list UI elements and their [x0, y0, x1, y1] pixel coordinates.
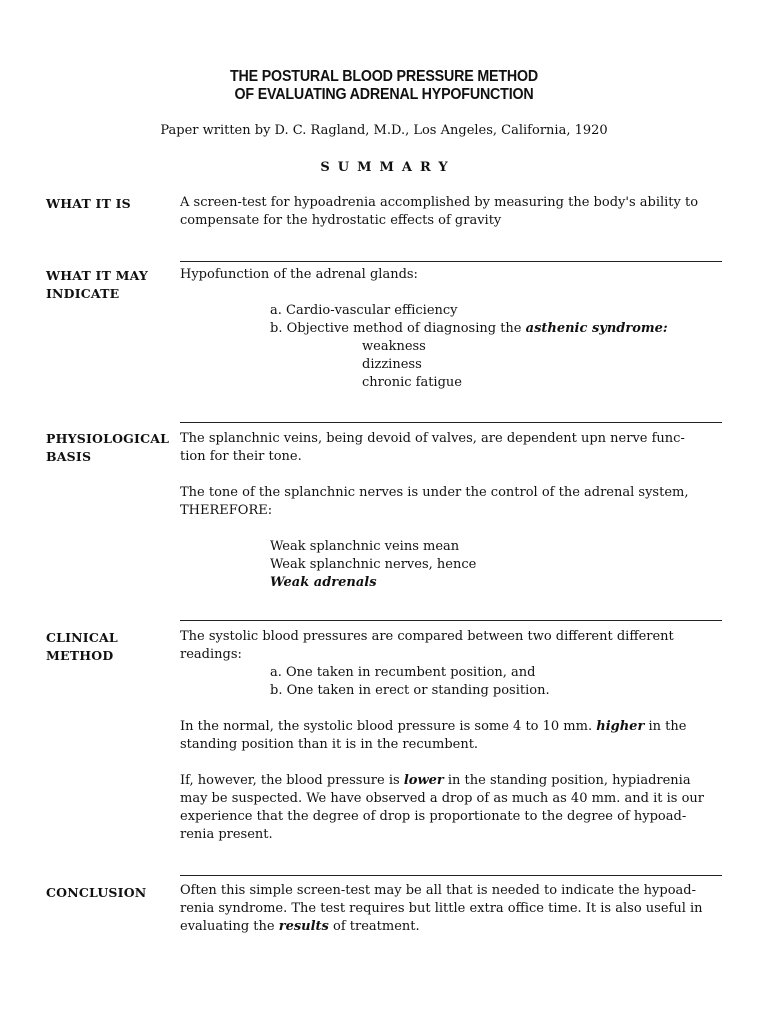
conclusion-line-1: Often this simple screen-test may be all that is needed to indicate the hypoad-: [180, 883, 696, 898]
clinical-method-text: [180, 628, 725, 844]
what-it-is-line-2: compensate for the hydrostatic effects of gravity: [180, 213, 502, 228]
physio-p1-line-2: tion for their tone.: [180, 449, 302, 464]
indicate-item-a: a. Cardio-vascular efficiency: [270, 303, 458, 318]
what-it-is-text: [180, 194, 725, 230]
section-divider: [180, 261, 722, 262]
clinical-p1-line-2: readings:: [180, 647, 242, 662]
label-line: WHAT IT MAY: [46, 268, 149, 283]
what-it-may-indicate-label: [46, 267, 181, 303]
physiological-basis-text: [180, 430, 725, 592]
summary-heading: SUMMARY: [320, 160, 456, 175]
clinical-item-b: b. One taken in erect or standing position.: [270, 683, 550, 698]
clinical-p2-line-2: standing position than it is in the recumbent.: [180, 737, 479, 752]
asthenic-syndrome-emphasis: asthenic syndrome:: [525, 321, 668, 336]
clinical-item-a: a. One taken in recumbent position, and: [270, 665, 536, 680]
clinical-method-label: [46, 629, 181, 665]
clinical-p3-line-3: experience that the degree of drop is proportionate to the degree of hypoad-: [180, 809, 687, 824]
label-line: METHOD: [46, 648, 114, 663]
clinical-p1-line-1: The systolic blood pressures are compared between two different different: [180, 629, 674, 644]
section-divider: [180, 422, 722, 423]
conclusion-line-3: [180, 918, 725, 936]
item-b-prefix: b. Objective method of diagnosing the: [270, 321, 522, 336]
p2-post: in the: [648, 719, 687, 734]
conclusion-text: [180, 882, 725, 936]
label-line: INDICATE: [46, 286, 120, 301]
line3-post: of treatment.: [333, 919, 420, 934]
document-title-line-1: THE POSTURAL BLOOD PRESSURE METHOD: [229, 68, 539, 85]
section-divider: [180, 620, 722, 621]
indicate-intro: Hypofunction of the adrenal glands:: [180, 267, 418, 282]
what-it-is-line-1: A screen-test for hypoadrenia accomplished by measuring the body's ability to: [180, 195, 699, 210]
conclusion-line-2: renia syndrome. The test requires but little extra office time. It is also useful in: [180, 901, 703, 916]
physio-p2-line-2: THEREFORE:: [180, 503, 273, 518]
what-it-is-label: WHAT IT IS: [46, 196, 131, 211]
physio-conclusion-2: Weak splanchnic nerves, hence: [270, 557, 477, 572]
byline: Paper written by D. C. Ragland, M.D., Los Angeles, California, 1920: [160, 123, 608, 138]
line3-pre: evaluating the: [180, 919, 275, 934]
physio-p1-line-1: The splanchnic veins, being devoid of valves, are dependent upn nerve func-: [180, 431, 685, 446]
clinical-p3-line-1: [180, 772, 725, 790]
physio-conclusion-3: Weak adrenals: [270, 575, 377, 590]
p3-pre: If, however, the blood pressure is: [180, 773, 400, 788]
physio-conclusion-1: Weak splanchnic veins mean: [270, 539, 460, 554]
physiological-basis-label: [46, 430, 181, 466]
symptom-item: dizziness: [362, 357, 422, 372]
physio-p2-line-1: The tone of the splanchnic nerves is under the control of the adrenal system,: [180, 485, 689, 500]
conclusion-label: CONCLUSION: [46, 885, 147, 900]
higher-emphasis: higher: [596, 719, 645, 734]
indicate-item-b: [180, 320, 725, 338]
label-line: CLINICAL: [46, 630, 118, 645]
clinical-p3-line-2: may be suspected. We have observed a drop of as much as 40 mm. and it is our: [180, 791, 704, 806]
symptom-item: weakness: [362, 339, 426, 354]
section-divider: [180, 875, 722, 876]
p2-pre: In the normal, the systolic blood pressure is some 4 to 10 mm.: [180, 719, 593, 734]
lower-emphasis: lower: [403, 773, 444, 788]
label-line: PHYSIOLOGICAL: [46, 431, 170, 446]
results-emphasis: results: [278, 919, 329, 934]
what-it-may-indicate-text: [180, 266, 725, 392]
clinical-p3-line-4: renia present.: [180, 827, 273, 842]
clinical-p2-line-1: [180, 718, 725, 736]
p3-post: in the standing position, hypiadrenia: [447, 773, 691, 788]
symptom-item: chronic fatigue: [362, 375, 462, 390]
document-title-line-2: OF EVALUATING ADRENAL HYPOFUNCTION: [234, 86, 534, 103]
label-line: BASIS: [46, 449, 92, 464]
